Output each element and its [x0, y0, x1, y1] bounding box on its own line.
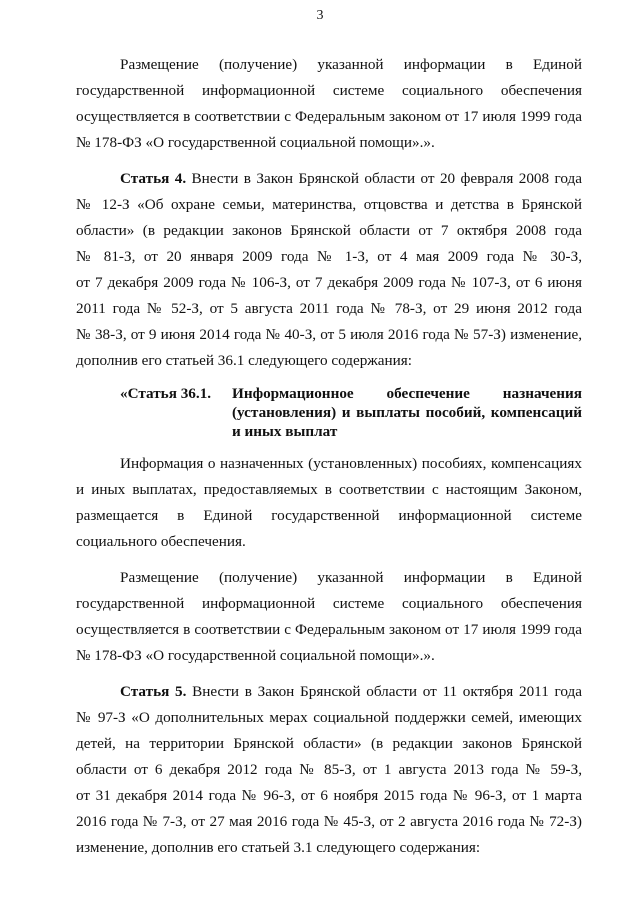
- text-line: № 178-ФЗ «О государственной социальной помощи».».: [76, 134, 435, 151]
- article-36-1-title: [232, 384, 582, 441]
- article-36-1-heading: [76, 384, 582, 441]
- article-4: [76, 166, 582, 374]
- text-line: № 81-З, от 20 января 2009 года № 1-З, от 4 мая 2009 года № 30-З,: [76, 248, 582, 265]
- text-line: государственной информационной системе социального обеспечения: [76, 595, 582, 612]
- text-line: 2016 года № 7-З, от 27 мая 2016 года № 45-З, от 2 августа 2016 года № 72-З): [76, 813, 582, 830]
- text-line: осуществляется в соответствии с Федеральным законом от 17 июля 1999 года: [76, 108, 582, 125]
- text-line: 2011 года № 52-З, от 5 августа 2011 года № 78-З, от 29 июня 2012 года: [76, 300, 582, 317]
- text-line: изменение, дополнив его статьей 3.1 следующего содержания:: [76, 839, 481, 856]
- title-line: (установления) и выплаты пособий, компенсаций: [232, 404, 582, 421]
- text-line: осуществляется в соответствии с Федеральным законом от 17 июля 1999 года: [76, 621, 582, 638]
- paragraph-information: [76, 451, 582, 555]
- text-line: социального обеспечения.: [76, 533, 246, 550]
- article-4-label: Статья 4.: [120, 170, 187, 187]
- text-line: государственной информационной системе социального обеспечения: [76, 82, 582, 99]
- article-5: [76, 679, 582, 861]
- title-line: и иных выплат: [232, 423, 338, 440]
- text-line: дополнив его статьей 36.1 следующего содержания:: [76, 352, 412, 369]
- text-line: и иных выплатах, предоставляемых в соответствии с настоящим Законом,: [76, 481, 582, 498]
- text-line: № 38-З, от 9 июня 2014 года № 40-З, от 5 июля 2016 года № 57-З) изменение,: [76, 326, 582, 343]
- document-body: [76, 52, 582, 871]
- article-4-first-line: Внести в Закон Брянской области от 20 февраля 2008 года: [186, 170, 582, 187]
- text-line: [76, 679, 582, 705]
- page-number: 3: [316, 8, 324, 23]
- text-line: Размещение (получение) указанной информации в Единой: [120, 569, 582, 586]
- paragraph-placement-2: [76, 565, 582, 669]
- article-5-first-line: Внести в Закон Брянской области от 11 октября 2011 года: [186, 683, 582, 700]
- text-line: Размещение (получение) указанной информации в Единой: [120, 56, 582, 73]
- text-line: области от 6 декабря 2012 года № 85-З, от 1 августа 2013 года № 59-З,: [76, 761, 582, 778]
- text-line: от 31 декабря 2014 года № 96-З, от 6 ноября 2015 года № 96-З, от 1 марта: [76, 787, 582, 804]
- text-line: № 178-ФЗ «О государственной социальной помощи».».: [76, 647, 435, 664]
- text-line: от 7 декабря 2009 года № 106-З, от 7 декабря 2009 года № 107-З, от 6 июня: [76, 274, 582, 291]
- article-5-label: Статья 5.: [120, 683, 187, 700]
- text-line: размещается в Единой государственной информационной системе: [76, 507, 582, 524]
- article-36-1-number: «Статья 36.1.: [120, 385, 212, 402]
- text-line: Информация о назначенных (установленных) пособиях, компенсациях: [120, 455, 582, 472]
- text-line: области» (в редакции законов Брянской области от 7 октября 2008 года: [76, 222, 582, 239]
- text-line: [76, 166, 582, 192]
- paragraph-placement-1: [76, 52, 582, 156]
- text-line: № 12-З «Об охране семьи, материнства, отцовства и детства в Брянской: [76, 196, 582, 213]
- text-line: детей, на территории Брянской области» (в редакции законов Брянской: [76, 735, 582, 752]
- title-line: Информационное обеспечение назначения: [232, 385, 582, 402]
- text-line: № 97-З «О дополнительных мерах социальной поддержки семей, имеющих: [76, 709, 582, 726]
